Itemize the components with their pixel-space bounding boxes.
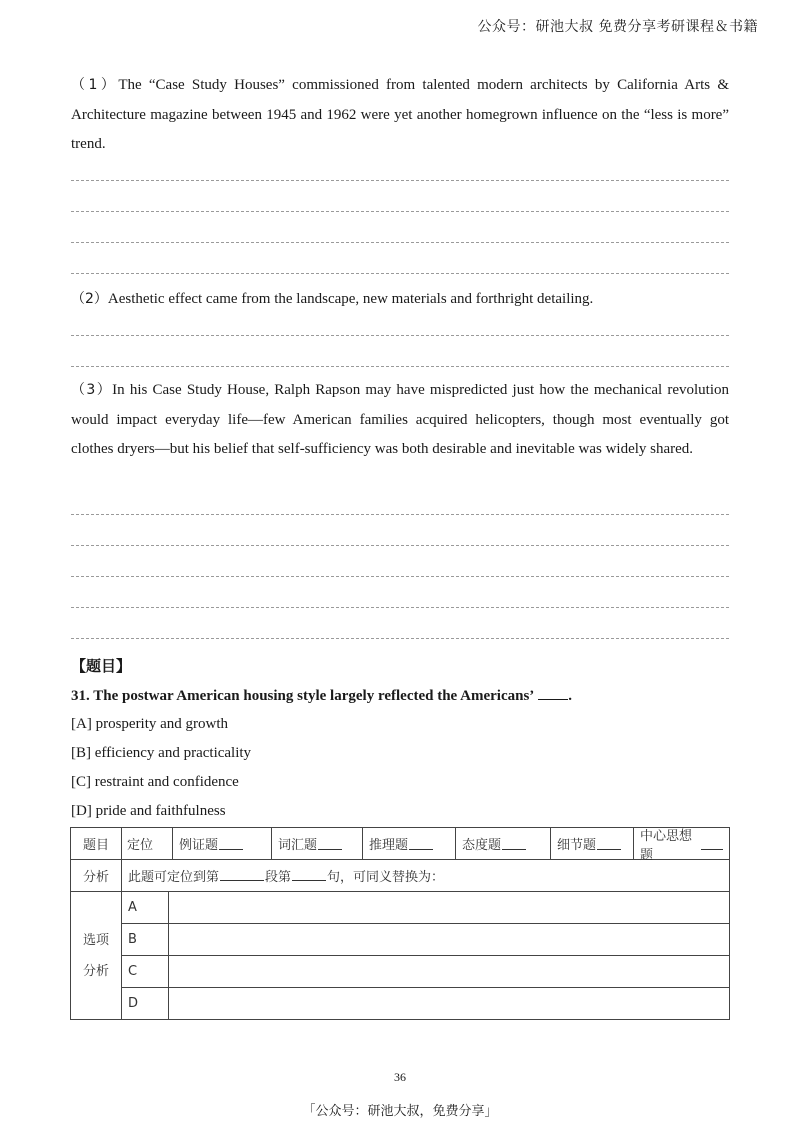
table-row [71,988,730,1020]
answer-line [71,180,729,181]
answer-line [71,545,729,546]
table-row [71,892,730,924]
question-title [71,687,572,705]
option-d: [D] pride and faithfulness [71,803,226,819]
answer-line [71,638,729,639]
question-text: 31. The postwar American housing style largely reflected the Americans’ [71,688,535,704]
type-attitude: 态度题 [456,828,551,859]
table-row [71,956,730,988]
option-analysis-cell-a[interactable] [169,892,730,924]
answer-line [71,242,729,243]
sentence-number: （2） [71,291,108,307]
option-analysis-label: 选项 分析 [71,892,122,1020]
option-analysis-cell-d[interactable] [169,988,730,1020]
option-letter-a: A [122,892,169,924]
type-example: 例证题 [173,828,272,859]
question-end: . [568,688,573,704]
locate-instructions: 此题可定位到第 段第 句，可同义替换为： [122,860,730,892]
answer-line [71,514,729,515]
sentence-2 [71,285,729,315]
type-inference: 推理题 [363,828,456,859]
table-row [71,860,730,892]
option-letter-b: B [122,924,169,956]
analysis-label: 分析 [71,860,122,892]
answer-line [71,607,729,608]
option-c: [C] restraint and confidence [71,774,239,790]
question-type-label: 题目 [71,828,122,860]
option-letter-d: D [122,988,169,1020]
sentence-3 [71,376,729,465]
answer-blank [538,687,568,700]
option-b: [B] efficiency and practicality [71,745,252,761]
option-analysis-cell-b[interactable] [169,924,730,956]
answer-line [71,335,729,336]
page-footer: 「公众号：研池大叔，免费分享」 [302,1104,498,1119]
table-row [71,924,730,956]
type-locate: 定位 [122,828,173,859]
answer-line [71,366,729,367]
sentence-1 [71,71,729,160]
table-row [71,828,730,860]
type-vocab: 词汇题 [272,828,363,859]
section-tag: 【题目】 [71,657,132,675]
page-header: 公众号：研池大叔 免费分享考研课程＆书籍 [477,19,758,35]
type-main-idea: 中心思想题 [634,828,729,859]
option-letter-c: C [122,956,169,988]
sentence-number: （1） [71,77,119,93]
page-number: 36 [394,1070,406,1084]
sentence-text: Aesthetic effect came from the landscape, new materials and forthright detailing. [107,291,594,307]
sentence-number: （3） [71,382,113,398]
answer-line [71,211,729,212]
question-type-cells [122,828,730,863]
analysis-table [70,827,730,1020]
answer-line [71,273,729,274]
answer-line [71,576,729,577]
option-analysis-cell-c[interactable] [169,956,730,988]
type-detail: 细节题 [551,828,634,859]
option-a: [A] prosperity and growth [71,716,229,732]
sentence-text: The “Case Study Houses” commissioned from talented modern architects by California Arts & Architecture magazine between 1945 and 1962 were yet another homegrown influence on the “less is more” trend. [71,77,729,152]
sentence-text: In his Case Study House, Ralph Rapson may have mispredicted just how the mechanical revolution would impact everyday life—few American families acquired helicopters, though most eventually got clothes dryers—but his belief that self-sufficiency was both desirable and inevitable was widely shared. [71,382,729,457]
